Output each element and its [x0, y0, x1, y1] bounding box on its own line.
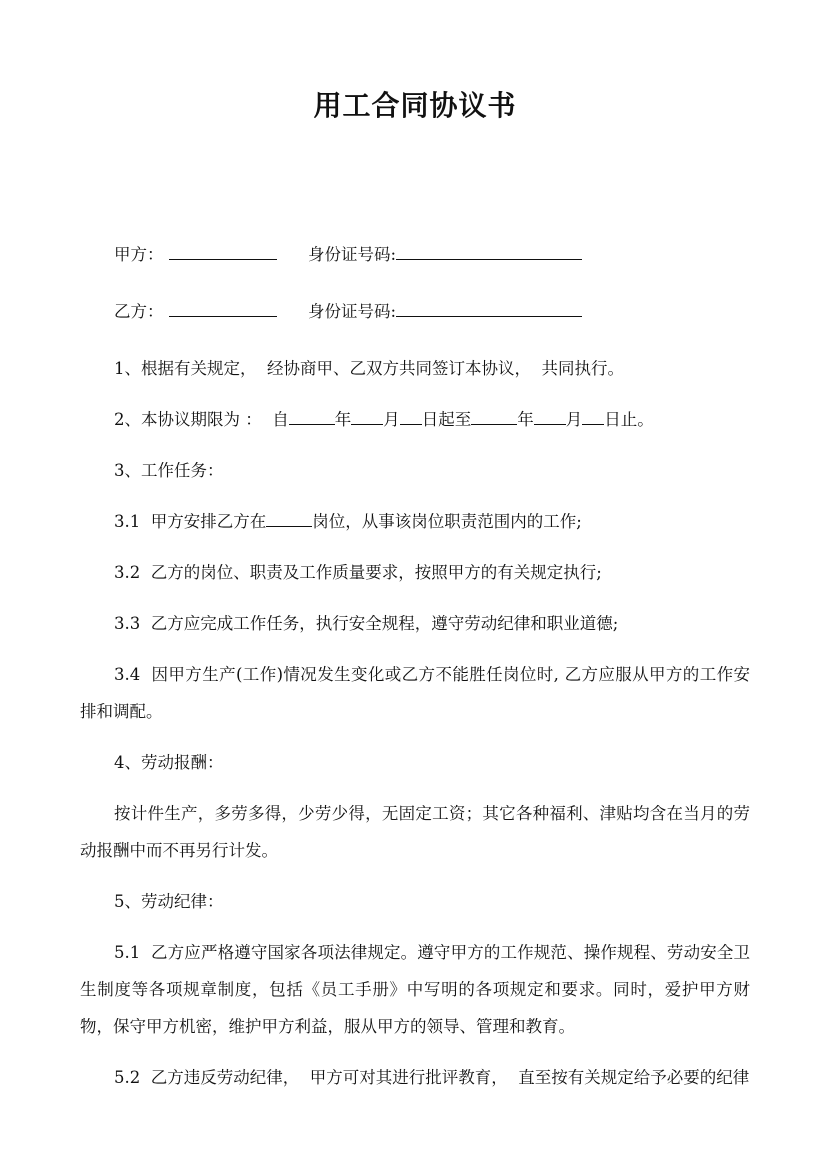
start-day-blank[interactable] [400, 406, 422, 425]
end-year-blank[interactable] [471, 406, 517, 425]
party-a-label: 甲方： [114, 245, 164, 264]
clause-4-body: 按计件生产，多劳多得，少劳少得，无固定工资；其它各种福利、津贴均含在当月的劳动报酬中而不再另行计发。 [80, 804, 750, 860]
clause-3-heading: 3、工作任务： [114, 461, 224, 480]
end-day-blank[interactable] [582, 406, 604, 425]
party-a-id-blank[interactable] [396, 241, 582, 260]
clause-3-3: 3.3 乙方应完成工作任务，执行安全规程，遵守劳动纪律和职业道德; [114, 614, 619, 633]
clause-3-1-prefix: 3.1 甲方安排乙方在 [114, 512, 267, 531]
clause-1: 1、根据有关规定， 经协商甲、乙双方共同签订本协议， 共同执行。 [114, 359, 624, 378]
party-b-label: 乙方： [114, 302, 164, 321]
party-b-id-blank[interactable] [396, 298, 582, 317]
party-a-id-label: 身份证号码: [308, 245, 397, 264]
day-label: 日止。 [604, 410, 654, 429]
year-label: 年 [517, 410, 534, 429]
clause-2-prefix: 2、本协议期限为 ： 自 [114, 410, 289, 429]
party-a-name-blank[interactable] [169, 241, 277, 260]
clause-4-heading: 4、劳动报酬： [114, 753, 224, 772]
party-b-name-blank[interactable] [169, 298, 277, 317]
party-a-line [80, 236, 750, 273]
clause-3-1 [80, 503, 750, 540]
party-b-line [80, 293, 750, 330]
position-blank[interactable] [266, 508, 312, 527]
clause-3-1-suffix: 岗位，从事该岗位职责范围内的工作; [312, 512, 582, 531]
clause-5-2: 5.2 乙方违反劳动纪律， 甲方可对其进行批评教育， 直至按有关规定给予必要的纪律 [114, 1068, 750, 1087]
clause-2 [80, 401, 750, 438]
document-title: 用工合同协议书 [313, 89, 517, 122]
year-label: 年 [334, 410, 352, 429]
party-b-id-label: 身份证号码: [308, 302, 397, 321]
start-year-blank[interactable] [289, 406, 335, 425]
end-month-blank[interactable] [534, 406, 566, 425]
month-label: 月 [565, 410, 583, 429]
start-month-blank[interactable] [351, 406, 383, 425]
clause-5-1: 5.1 乙方应严格遵守国家各项法律规定。遵守甲方的工作规范、操作规程、劳动安全卫生制度等各项规章制度，包括《员工手册》中写明的各项规定和要求。同时，爱护甲方财物，保守甲方机密，维护甲方利益，服从甲方的领导、管理和教育。 [80, 943, 750, 1036]
clause-3-2: 3.2 乙方的岗位、职责及工作质量要求，按照甲方的有关规定执行; [114, 563, 602, 582]
document-body [80, 236, 750, 1110]
clause-3-4: 3.4 因甲方生产(工作)情况发生变化或乙方不能胜任岗位时, 乙方应服从甲方的工作安排和调配。 [80, 665, 750, 721]
clause-5-heading: 5、劳动纪律： [114, 892, 224, 911]
day-label: 日起至 [421, 410, 472, 429]
month-label: 月 [383, 410, 400, 429]
